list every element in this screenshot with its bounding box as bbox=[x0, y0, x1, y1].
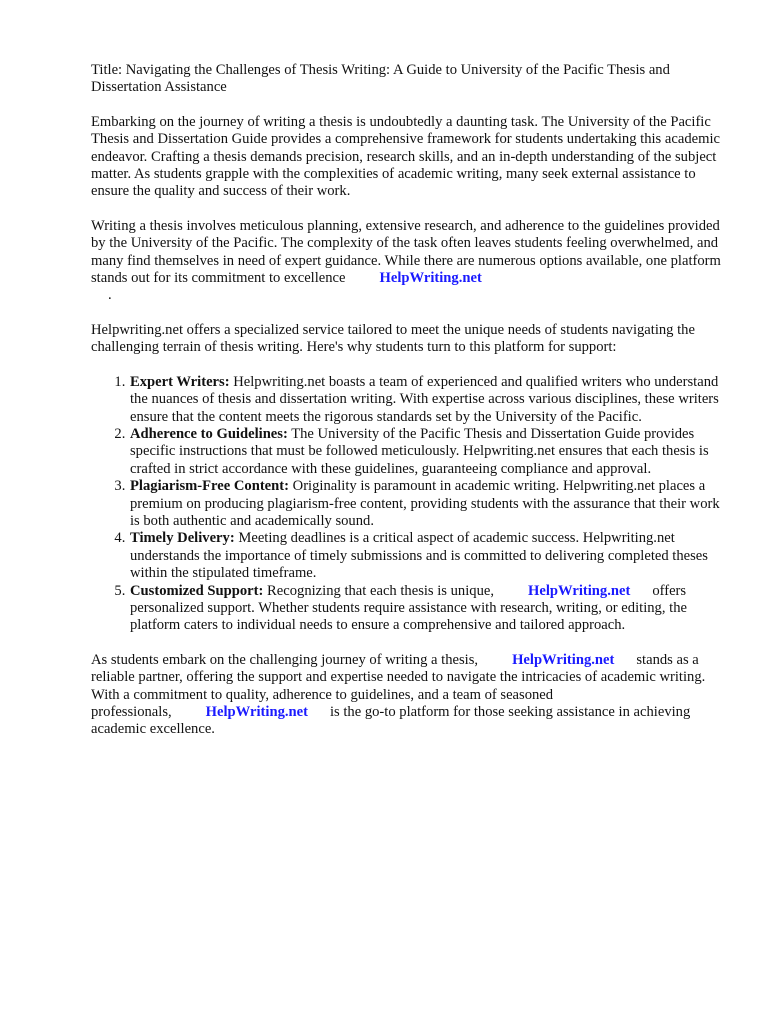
list-item-lead: Customized Support: bbox=[130, 582, 264, 599]
list-item-text: Originality is paramount in academic writing. Helpwriting.net places a premium on producing plagiarism-free content, providing students with the assurance that their work is both authentic and academically sound. bbox=[130, 478, 720, 529]
list-item bbox=[129, 478, 721, 530]
list-item-lead: Expert Writers: bbox=[130, 373, 230, 390]
list-item-text: Recognizing that each thesis is unique, bbox=[267, 582, 495, 599]
list-item-text: Helpwriting.net boasts a team of experienced and qualified writers who understand the nuances of thesis and dissertation writing. With expertise across various disciplines, these writers ensure that the content meets the rigorous standards set by the University of the Pacific. bbox=[130, 373, 719, 425]
conclusion-text: As students embark on the challenging journey of writing a thesis, bbox=[91, 651, 479, 668]
document-body bbox=[91, 62, 721, 756]
list-item-lead: Plagiarism-Free Content: bbox=[130, 478, 289, 495]
list-item-lead: Timely Delivery: bbox=[130, 530, 235, 547]
conclusion-paragraph bbox=[91, 652, 721, 739]
conclusion-text: stands as a reliable partner, offering the support and expertise needed to navigate the intricacies of academic writing. With a commitment to quality, adherence to guidelines, and a team of seasoned professionals, bbox=[91, 651, 706, 720]
list-item bbox=[129, 426, 721, 478]
list-item bbox=[129, 374, 721, 426]
list-item-text: The University of the Pacific Thesis and Dissertation Guide provides specific instructions that must be followed meticulously. Helpwriting.net ensures that each thesis is crafted in strict accordance with these guidelines, guaranteeing compliance and approval. bbox=[130, 425, 709, 477]
guidance-paragraph bbox=[91, 218, 721, 305]
helpwriting-link-1[interactable]: HelpWriting.net bbox=[379, 270, 482, 287]
list-item-text: offers personalized support. Whether students require assistance with research, writing, or editing, the platform caters to individual needs to ensure a comprehensive and tailored approach. bbox=[130, 582, 687, 634]
guidance-text: Writing a thesis involves meticulous planning, extensive research, and adherence to the guidelines provided by the University of the Pacific. The complexity of the task often leaves students feeling overwhelmed, and many find themselves in need of expert guidance. While there are numerous options available, one platform stands out for its commitment to excellence bbox=[91, 217, 721, 287]
document-title: Title: Navigating the Challenges of Thesis Writing: A Guide to University of the Pacific Thesis and Dissertation Assistance bbox=[91, 62, 670, 96]
helpwriting-link-3[interactable]: HelpWriting.net bbox=[512, 651, 615, 668]
guidance-period: . bbox=[108, 287, 112, 304]
benefits-list bbox=[91, 374, 721, 635]
intro-paragraph: Embarking on the journey of writing a thesis is undoubtedly a daunting task. The University of the Pacific Thesis and Dissertation Guide provides a comprehensive framework for students undertaking this academic endeavor. Crafting a thesis demands precision, research skills, and an in-depth understanding of the subject matter. As students grapple with the complexities of academic writing, many seek external assistance to ensure the quality and success of their work. bbox=[91, 113, 720, 200]
list-item-lead: Adherence to Guidelines: bbox=[130, 425, 288, 442]
list-item bbox=[129, 530, 721, 582]
helpwriting-link-4[interactable]: HelpWriting.net bbox=[205, 704, 308, 720]
list-item-text: Meeting deadlines is a critical aspect of academic success. Helpwriting.net understands the importance of timely submissions and is committed to delivering completed theses within the stipulated timeframe. bbox=[130, 530, 708, 582]
conclusion-text: is the go-to platform for those seeking assistance in achieving academic excellence. bbox=[91, 704, 691, 738]
service-paragraph: Helpwriting.net offers a specialized service tailored to meet the unique needs of students navigating the challenging terrain of thesis writing. Here's why students turn to this platform for support: bbox=[91, 321, 695, 356]
helpwriting-link-2[interactable]: HelpWriting.net bbox=[528, 582, 631, 599]
list-item bbox=[129, 583, 721, 635]
